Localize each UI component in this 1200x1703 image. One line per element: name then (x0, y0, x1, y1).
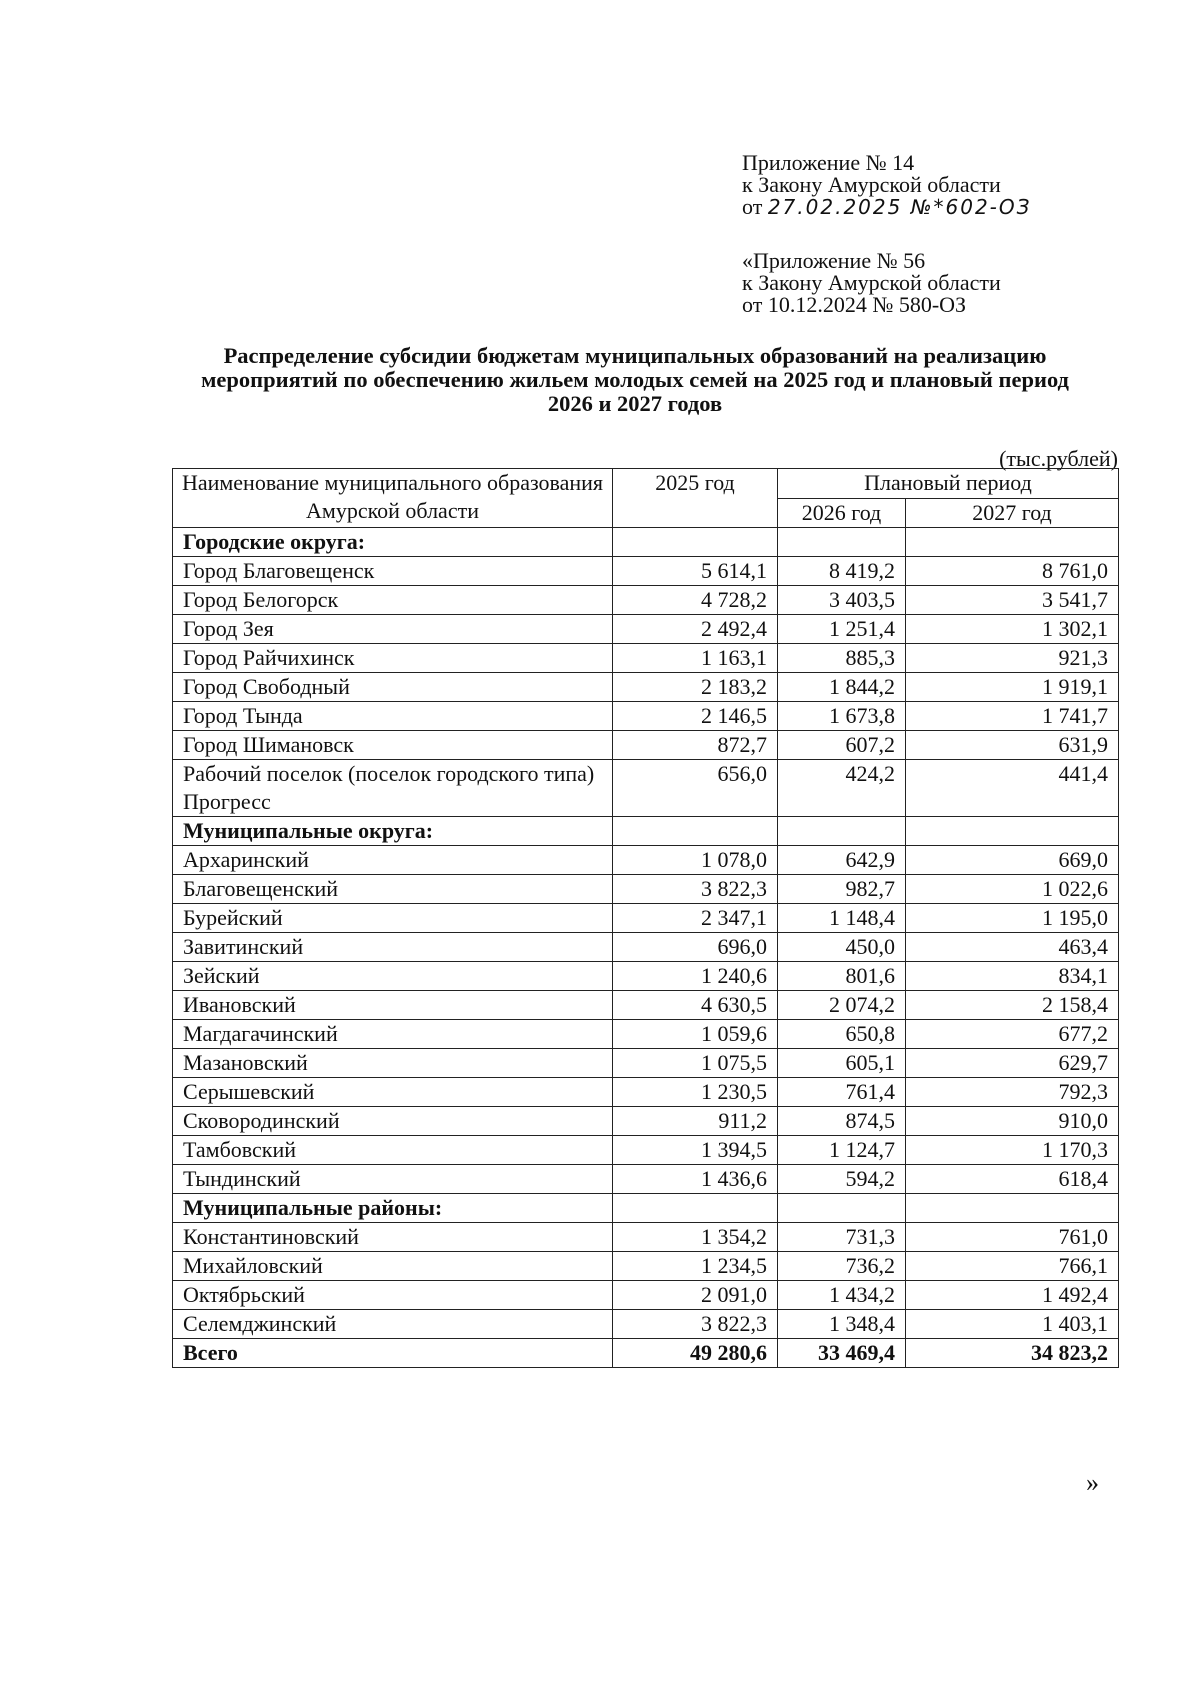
cell-2025: 2 146,5 (613, 702, 778, 731)
title-line-1: Распределение субсидии бюджетам муниципальных образований на реализацию (223, 343, 1047, 368)
group-row (173, 528, 1119, 557)
cell-2026: 761,4 (778, 1078, 906, 1107)
cell-2026: 594,2 (778, 1165, 906, 1194)
cell-2027: 3 541,7 (906, 586, 1119, 615)
cell-name: Тындинский (173, 1165, 613, 1194)
cell-2026: 885,3 (778, 644, 906, 673)
cell-2025: 1 436,6 (613, 1165, 778, 1194)
cell-2025: 1 075,5 (613, 1049, 778, 1078)
cell-name: Сковородинский (173, 1107, 613, 1136)
cell-2025: 1 240,6 (613, 962, 778, 991)
document-title (150, 344, 1120, 416)
cell-name: Бурейский (173, 904, 613, 933)
cell-name: Зейский (173, 962, 613, 991)
cell-2025: 2 183,2 (613, 673, 778, 702)
cell-2025: 2 492,4 (613, 615, 778, 644)
cell-2027: 618,4 (906, 1165, 1119, 1194)
table-row (173, 1049, 1119, 1078)
cell-2026: 642,9 (778, 846, 906, 875)
cell-2026: 2 074,2 (778, 991, 906, 1020)
cell-name: Город Благовещенск (173, 557, 613, 586)
cell-2026: 1 124,7 (778, 1136, 906, 1165)
cell-2025: 911,2 (613, 1107, 778, 1136)
cell-2026: 605,1 (778, 1049, 906, 1078)
table-row (173, 1223, 1119, 1252)
cell-2027 (906, 528, 1119, 557)
table-row (173, 904, 1119, 933)
cell-2027: 677,2 (906, 1020, 1119, 1049)
cell-name: Архаринский (173, 846, 613, 875)
total-2025: 49 280,6 (613, 1339, 778, 1368)
cell-2027: 629,7 (906, 1049, 1119, 1078)
closing-quote: » (1086, 1468, 1099, 1497)
cell-2025: 3 822,3 (613, 1310, 778, 1339)
cell-name: Город Тында (173, 702, 613, 731)
cell-name: Октябрьский (173, 1281, 613, 1310)
cell-2027: 1 022,6 (906, 875, 1119, 904)
table-row (173, 673, 1119, 702)
table-row (173, 962, 1119, 991)
cell-2025: 656,0 (613, 760, 778, 817)
cell-2026 (778, 817, 906, 846)
cell-2025: 5 614,1 (613, 557, 778, 586)
table-row (173, 1165, 1119, 1194)
table-row (173, 557, 1119, 586)
cell-2027: 8 761,0 (906, 557, 1119, 586)
cell-2026: 1 148,4 (778, 904, 906, 933)
table-row (173, 1107, 1119, 1136)
attachment-date-prefix: от (742, 194, 763, 219)
table-row (173, 991, 1119, 1020)
table-row (173, 1078, 1119, 1107)
table-row (173, 586, 1119, 615)
cell-2025: 1 230,5 (613, 1078, 778, 1107)
cell-2027: 1 170,3 (906, 1136, 1119, 1165)
cell-name: Завитинский (173, 933, 613, 962)
attachment-date-line (742, 196, 1031, 218)
handwritten-date-number: 27.02.2025 №*602-ОЗ (767, 195, 1032, 219)
cell-2027: 792,3 (906, 1078, 1119, 1107)
table-row (173, 1281, 1119, 1310)
cell-2027: 921,3 (906, 644, 1119, 673)
cell-2025: 1 394,5 (613, 1136, 778, 1165)
group-row (173, 817, 1119, 846)
cell-2026: 1 673,8 (778, 702, 906, 731)
cell-2027: 1 919,1 (906, 673, 1119, 702)
total-2027: 34 823,2 (906, 1339, 1119, 1368)
cell-2026: 1 251,4 (778, 615, 906, 644)
cell-2027: 1 302,1 (906, 615, 1119, 644)
attachment-block (742, 152, 1031, 218)
cell-2026 (778, 1194, 906, 1223)
table-row (173, 731, 1119, 760)
quoted-attachment-date: от 10.12.2024 № 580-ОЗ (742, 292, 967, 317)
header-name: Наименование муниципального образования Амурской области (173, 469, 613, 528)
table-row (173, 615, 1119, 644)
table-row (173, 1252, 1119, 1281)
cell-name: Константиновский (173, 1223, 613, 1252)
cell-2027: 631,9 (906, 731, 1119, 760)
cell-2026: 607,2 (778, 731, 906, 760)
cell-2025: 4 728,2 (613, 586, 778, 615)
cell-2027: 1 741,7 (906, 702, 1119, 731)
cell-name: Муниципальные районы: (173, 1194, 613, 1223)
cell-2026: 3 403,5 (778, 586, 906, 615)
attachment-number: Приложение № 14 (742, 150, 915, 175)
cell-2027: 834,1 (906, 962, 1119, 991)
cell-name: Город Шимановск (173, 731, 613, 760)
cell-2026: 731,3 (778, 1223, 906, 1252)
cell-2025: 1 078,0 (613, 846, 778, 875)
cell-2025: 696,0 (613, 933, 778, 962)
cell-2025 (613, 1194, 778, 1223)
cell-2027: 766,1 (906, 1252, 1119, 1281)
cell-name: Город Белогорск (173, 586, 613, 615)
cell-2026: 801,6 (778, 962, 906, 991)
header-2026: 2026 год (778, 498, 906, 528)
cell-2025: 2 091,0 (613, 1281, 778, 1310)
cell-name: Магдагачинский (173, 1020, 613, 1049)
cell-name: Город Свободный (173, 673, 613, 702)
cell-name: Муниципальные округа: (173, 817, 613, 846)
title-line-3: 2026 и 2027 годов (547, 391, 723, 416)
cell-name: Селемджинский (173, 1310, 613, 1339)
cell-name: Город Зея (173, 615, 613, 644)
cell-2025 (613, 817, 778, 846)
title-line-2: мероприятий по обеспечению жильем молодых семей на 2025 год и плановый период (201, 367, 1069, 392)
cell-2026 (778, 528, 906, 557)
cell-2026: 1 348,4 (778, 1310, 906, 1339)
cell-2027: 761,0 (906, 1223, 1119, 1252)
cell-2025: 1 059,6 (613, 1020, 778, 1049)
cell-2025: 1 163,1 (613, 644, 778, 673)
cell-name: Город Райчихинск (173, 644, 613, 673)
cell-2027 (906, 1194, 1119, 1223)
cell-2026: 982,7 (778, 875, 906, 904)
cell-name: Мазановский (173, 1049, 613, 1078)
total-row (173, 1339, 1119, 1368)
cell-name: Рабочий поселок (поселок городского типа) Прогресс (173, 760, 613, 817)
unit-label: (тыс.рублей) (999, 446, 1118, 471)
cell-2025: 4 630,5 (613, 991, 778, 1020)
header-2025: 2025 год (613, 469, 778, 528)
cell-2027 (906, 817, 1119, 846)
quoted-attachment-block (742, 250, 1001, 316)
cell-2027: 910,0 (906, 1107, 1119, 1136)
subsidy-table (172, 468, 1119, 1368)
cell-2026: 1 844,2 (778, 673, 906, 702)
cell-2026: 874,5 (778, 1107, 906, 1136)
cell-name: Благовещенский (173, 875, 613, 904)
cell-2025 (613, 528, 778, 557)
header-planned-period: Плановый период (778, 469, 1119, 499)
cell-name: Ивановский (173, 991, 613, 1020)
cell-2025: 1 234,5 (613, 1252, 778, 1281)
cell-2027: 1 492,4 (906, 1281, 1119, 1310)
total-label: Всего (173, 1339, 613, 1368)
cell-2027: 1 403,1 (906, 1310, 1119, 1339)
cell-2027: 441,4 (906, 760, 1119, 817)
cell-2026: 450,0 (778, 933, 906, 962)
table-row (173, 702, 1119, 731)
attachment-law: к Закону Амурской области (742, 172, 1001, 197)
cell-name: Тамбовский (173, 1136, 613, 1165)
table-row (173, 846, 1119, 875)
header-2027: 2027 год (906, 498, 1119, 528)
group-row (173, 1194, 1119, 1223)
quoted-attachment-number: «Приложение № 56 (742, 248, 926, 273)
table-row (173, 1136, 1119, 1165)
table-row (173, 875, 1119, 904)
total-2026: 33 469,4 (778, 1339, 906, 1368)
cell-2025: 1 354,2 (613, 1223, 778, 1252)
table-row (173, 933, 1119, 962)
cell-name: Городские округа: (173, 528, 613, 557)
cell-2025: 872,7 (613, 731, 778, 760)
cell-2026: 8 419,2 (778, 557, 906, 586)
cell-2025: 3 822,3 (613, 875, 778, 904)
cell-2026: 650,8 (778, 1020, 906, 1049)
table-row (173, 1020, 1119, 1049)
table-row (173, 760, 1119, 817)
quoted-attachment-law: к Закону Амурской области (742, 270, 1001, 295)
cell-2027: 1 195,0 (906, 904, 1119, 933)
cell-2025: 2 347,1 (613, 904, 778, 933)
cell-name: Серышевский (173, 1078, 613, 1107)
cell-2027: 463,4 (906, 933, 1119, 962)
cell-2026: 1 434,2 (778, 1281, 906, 1310)
cell-2026: 736,2 (778, 1252, 906, 1281)
cell-2027: 2 158,4 (906, 991, 1119, 1020)
cell-name: Михайловский (173, 1252, 613, 1281)
table-row (173, 1310, 1119, 1339)
cell-2027: 669,0 (906, 846, 1119, 875)
table-row (173, 644, 1119, 673)
cell-2026: 424,2 (778, 760, 906, 817)
